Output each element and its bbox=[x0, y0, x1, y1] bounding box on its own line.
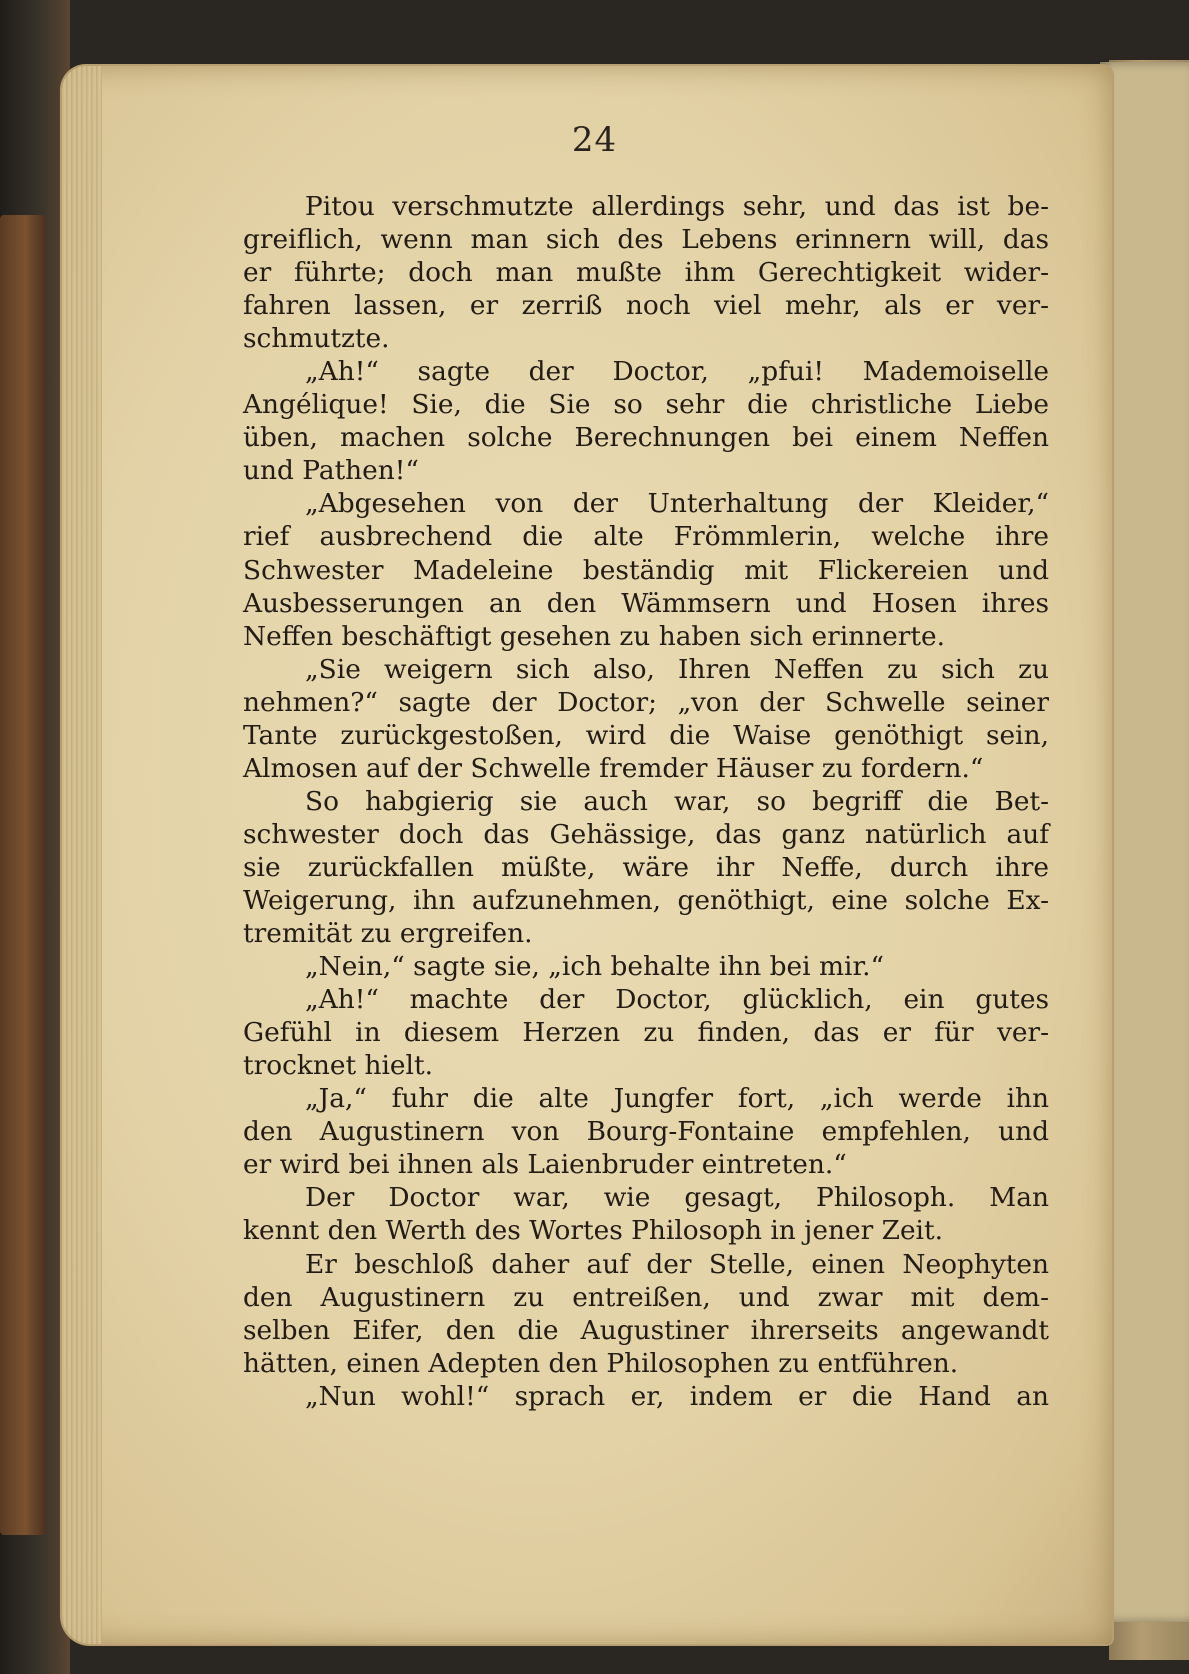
text-line: Schwester Madeleine beständig mit Flickereien und bbox=[243, 554, 1049, 586]
text-line: Er beschloß daher auf der Stelle, einen Neophyten bbox=[305, 1248, 1049, 1280]
text-line: Neffen beschäftigt gesehen zu haben sich erinnerte. bbox=[243, 620, 945, 652]
page-text bbox=[243, 190, 1049, 1413]
text-line: nehmen?“ sagte der Doctor; „von der Schwelle seiner bbox=[243, 686, 1049, 718]
facing-page-edge bbox=[1100, 62, 1189, 1622]
text-line: tremität zu ergreifen. bbox=[243, 918, 533, 950]
text-line: Tante zurückgestoßen, wird die Waise genöthigt sein, bbox=[243, 719, 1049, 751]
text-line: „Nun wohl!“ sprach er, indem er die Hand an bbox=[305, 1380, 1049, 1412]
text-line: schmutzte. bbox=[243, 323, 390, 355]
text-line: rief ausbrechend die alte Frömmlerin, welche ihre bbox=[243, 521, 1049, 553]
text-line: üben, machen solche Berechnungen bei einem Neffen bbox=[243, 422, 1049, 454]
text-line: Angélique! Sie, die Sie so sehr die christliche Liebe bbox=[243, 389, 1049, 421]
text-line: den Augustinern von Bourg-Fontaine empfehlen, und bbox=[243, 1116, 1049, 1148]
page-number: 24 bbox=[571, 120, 618, 160]
text-line: und Pathen!“ bbox=[243, 455, 419, 487]
text-line: „Ah!“ machte der Doctor, glücklich, ein gutes bbox=[305, 984, 1049, 1016]
text-line: er wird bei ihnen als Laienbruder eintreten.“ bbox=[243, 1149, 847, 1181]
text-line: hätten, einen Adepten den Philosophen zu entführen. bbox=[243, 1347, 959, 1379]
text-line: selben Eifer, den die Augustiner ihrerseits angewandt bbox=[243, 1314, 1049, 1346]
text-line: greiflich, wenn man sich des Lebens erinnern will, das bbox=[243, 224, 1049, 256]
text-line: Almosen auf der Schwelle fremder Häuser zu fordern.“ bbox=[243, 752, 984, 784]
text-line: Ausbesserungen an den Wämmsern und Hosen ihres bbox=[243, 587, 1049, 619]
text-line: er führte; doch man mußte ihm Gerechtigkeit wider- bbox=[243, 257, 1049, 289]
text-line: schwester doch das Gehässige, das ganz natürlich auf bbox=[243, 818, 1049, 850]
text-line: „Nein,“ sagte sie, „ich behalte ihn bei mir.“ bbox=[305, 951, 885, 983]
text-line: So habgierig sie auch war, so begriff die Bet- bbox=[305, 785, 1049, 817]
text-line: „Abgesehen von der Unterhaltung der Kleider,“ bbox=[305, 488, 1049, 520]
text-line: trocknet hielt. bbox=[243, 1050, 433, 1082]
text-line: fahren lassen, er zerriß noch viel mehr, als er ver- bbox=[243, 290, 1049, 322]
text-line: Weigerung, ihn aufzunehmen, genöthigt, eine solche Ex- bbox=[243, 884, 1049, 916]
text-line: den Augustinern zu entreißen, und zwar mit dem- bbox=[243, 1281, 1049, 1313]
text-line: Pitou verschmutzte allerdings sehr, und das ist be- bbox=[305, 191, 1049, 222]
text-line: „Ah!“ sagte der Doctor, „pfui! Mademoiselle bbox=[305, 356, 1049, 388]
text-line: „Sie weigern sich also, Ihren Neffen zu sich zu bbox=[305, 653, 1049, 685]
page-stack-edge bbox=[62, 66, 102, 1644]
text-line: „Ja,“ fuhr die alte Jungfer fort, „ich werde ihn bbox=[305, 1083, 1049, 1115]
text-line: Gefühl in diesem Herzen zu finden, das er für ver- bbox=[243, 1017, 1049, 1049]
text-line: Der Doctor war, wie gesagt, Philosoph. Man bbox=[305, 1182, 1049, 1214]
text-line: sie zurückfallen müßte, wäre ihr Neffe, durch ihre bbox=[243, 851, 1049, 883]
book-cover-edge bbox=[0, 215, 46, 1535]
text-line: kennt den Werth des Wortes Philosoph in jener Zeit. bbox=[243, 1215, 943, 1247]
